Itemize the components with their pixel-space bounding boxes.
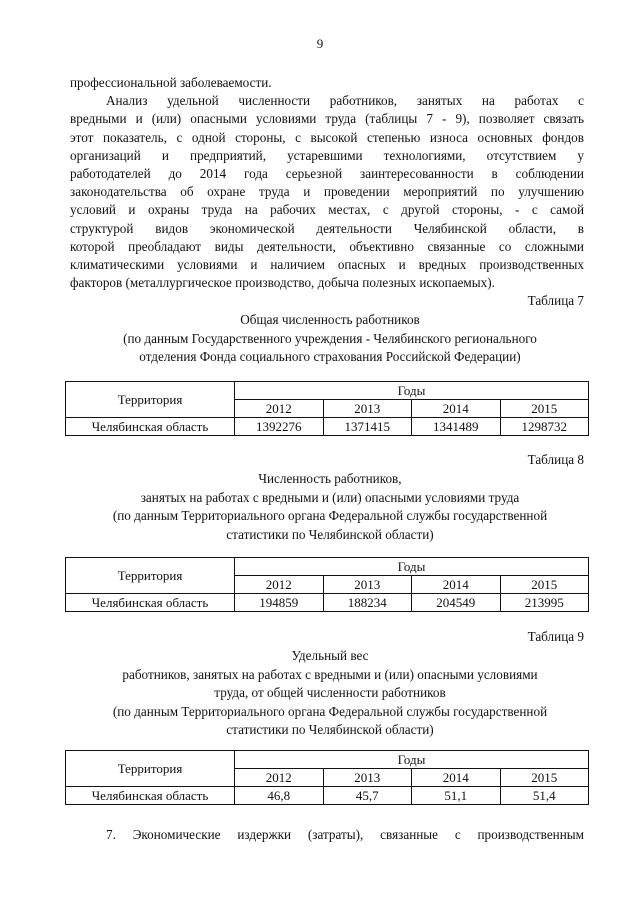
caption-line: статистики по Челябинской области) — [226, 722, 434, 737]
year-cell: 2014 — [412, 769, 501, 787]
value-cell: 194859 — [235, 594, 324, 612]
caption-line: работников, занятых на работах с вредными и (или) опасными условиями — [122, 666, 538, 682]
table-row — [66, 418, 589, 436]
value-cell: 213995 — [500, 594, 589, 612]
table-7-caption — [60, 311, 600, 367]
header-years: Годы — [235, 751, 589, 769]
value-cell: 51,1 — [412, 787, 501, 805]
caption-line: (по данным Государственного учреждения - Челябинского регионального — [123, 330, 537, 346]
table-9-label: Таблица 9 — [527, 629, 584, 644]
paragraph-line: которой преобладают виды деятельности, объективно связанные со сложными — [70, 238, 584, 254]
table-7 — [65, 381, 589, 436]
value-cell: 1298732 — [500, 418, 589, 436]
paragraph-line: этот показатель, с одной стороны, с высокой степенью износа основных фондов — [70, 129, 584, 145]
value-cell: 204549 — [412, 594, 501, 612]
paragraph-line: профессиональной заболеваемости. — [70, 75, 272, 90]
territory-cell: Челябинская область — [66, 418, 235, 436]
table-row — [66, 787, 589, 805]
paragraph-line: организаций и предприятий, устаревшими технологиями, отсутствием у — [70, 147, 584, 163]
territory-cell: Челябинская область — [66, 787, 235, 805]
caption-line: статистики по Челябинской области) — [226, 526, 434, 542]
value-cell: 188234 — [323, 594, 412, 612]
caption-line: отделения Фонда социального страхования Российской Федерации) — [139, 349, 521, 364]
value-cell: 1392276 — [235, 418, 324, 436]
table-9 — [65, 750, 589, 805]
paragraph-line: работодателей до 2014 года серьезной заинтересованности в соблюдении — [70, 165, 584, 181]
year-cell: 2015 — [500, 576, 589, 594]
year-cell: 2013 — [323, 576, 412, 594]
year-cell: 2012 — [235, 769, 324, 787]
paragraph-line: вредными и (или) опасными условиями труда (таблицы 7 - 9), позволяет связать — [70, 111, 584, 127]
intro-paragraph — [70, 74, 584, 292]
value-cell: 1371415 — [323, 418, 412, 436]
table-7-label: Таблица 7 — [527, 293, 584, 308]
year-cell: 2013 — [323, 400, 412, 418]
paragraph-line: условий и охраны труда на рабочих местах, с другой стороны, - с самой — [70, 202, 584, 218]
value-cell: 46,8 — [235, 787, 324, 805]
page-number: 9 — [316, 36, 324, 51]
year-cell: 2012 — [235, 576, 324, 594]
header-years: Годы — [235, 382, 589, 400]
year-cell: 2014 — [412, 576, 501, 594]
paragraph-line: факторов (металлургическое производство, добыча полезных ископаемых). — [70, 275, 495, 291]
value-cell: 51,4 — [500, 787, 589, 805]
caption-line: Удельный вес — [291, 648, 369, 663]
caption-line: Общая численность работников — [240, 312, 420, 327]
year-cell: 2013 — [323, 769, 412, 787]
header-territory: Территория — [66, 751, 235, 787]
caption-line: Численность работников, — [258, 471, 402, 486]
paragraph-line: законодательства об охране труда и проведении мероприятий по улучшению — [70, 184, 584, 200]
year-cell: 2015 — [500, 400, 589, 418]
paragraph-line: климатическими условиями и наличием опасных и вредных производственных — [70, 256, 584, 272]
year-cell: 2012 — [235, 400, 324, 418]
header-years: Годы — [235, 558, 589, 576]
caption-line: (по данным Территориального органа Федеральной службы государственной — [112, 508, 548, 523]
value-cell: 45,7 — [323, 787, 412, 805]
territory-cell: Челябинская область — [66, 594, 235, 612]
table-8-label: Таблица 8 — [527, 452, 584, 467]
caption-line: занятых на работах с вредными и (или) опасными условиями труда — [140, 489, 520, 505]
caption-line: труда, от общей численности работников — [214, 685, 446, 700]
year-cell: 2014 — [412, 400, 501, 418]
paragraph-line: структурой видов экономической деятельности Челябинской области, в — [70, 220, 584, 236]
paragraph-line: 7. Экономические издержки (затраты), связанные с производственным — [106, 827, 584, 842]
table-8-caption — [60, 470, 600, 544]
caption-line: (по данным Территориального органа Федеральной службы государственной — [112, 703, 548, 719]
year-cell: 2015 — [500, 769, 589, 787]
table-8 — [65, 557, 589, 612]
header-territory: Территория — [66, 558, 235, 594]
table-row — [66, 594, 589, 612]
paragraph-line: Анализ удельной численности работников, занятых на работах с — [106, 93, 584, 109]
header-territory: Территория — [66, 382, 235, 418]
table-9-caption — [60, 647, 600, 740]
closing-paragraph — [70, 826, 584, 844]
value-cell: 1341489 — [412, 418, 501, 436]
